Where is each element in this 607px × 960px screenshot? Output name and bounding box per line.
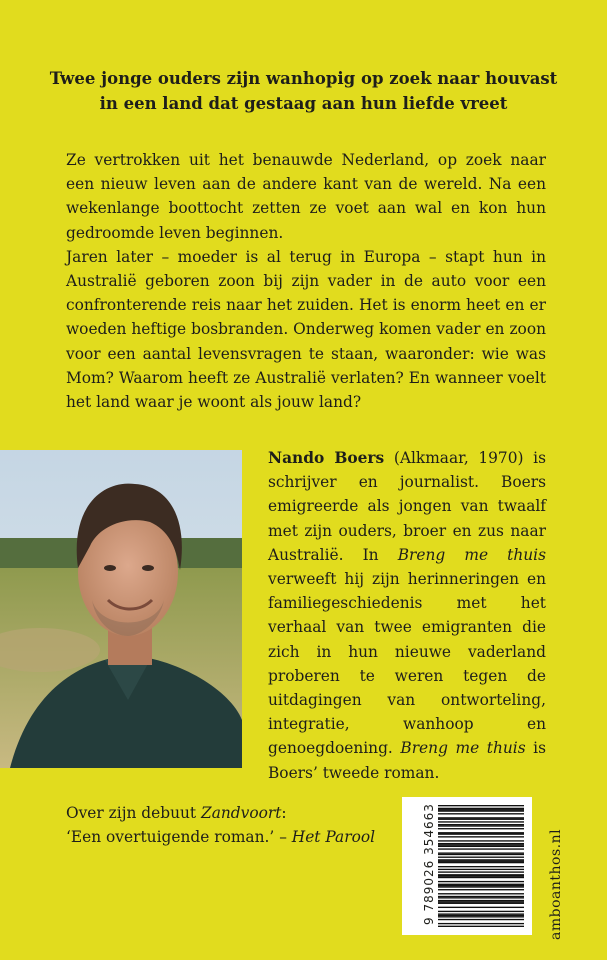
- barcode-bar: [438, 923, 524, 924]
- barcode-bar: [438, 897, 524, 898]
- barcode-bar: [438, 886, 524, 887]
- barcode-bar: [438, 919, 524, 920]
- barcode-bar: [438, 885, 524, 886]
- barcode: [402, 797, 532, 935]
- bio-text-1: (Alkmaar, 1970) is schrijver en journalist. Boers emigreerde als jongen van twaalf met zijn ouders, broer en zus naar Australië. In: [268, 449, 546, 564]
- author-portrait: [0, 450, 242, 768]
- barcode-bar: [438, 884, 524, 885]
- debut-line: [66, 801, 396, 825]
- publisher-url: amboanthos.nl: [548, 828, 564, 940]
- barcode-bar: [438, 810, 524, 811]
- blurb-paragraph-2: Jaren later – moeder is al terug in Europa – stapt hun in Australië geboren zoon bij zijn vader in de auto voor een confronterende reis naar het zuiden. Het is enorm heet en er woeden heftige bosbranden. Onderweg komen vader en zoon voor een aantal levensvragen te staan, waaronder: wie was Mom? Waarom heeft ze Australië verlaten? En wanneer voelt het land waar je woont als jouw land?: [66, 247, 546, 412]
- barcode-bar: [438, 852, 524, 853]
- barcode-bar: [438, 911, 524, 912]
- barcode-bar: [438, 893, 524, 894]
- barcode-bar: [438, 836, 524, 837]
- barcode-bar: [438, 859, 524, 860]
- barcode-bar: [438, 843, 524, 844]
- barcode-bar: [438, 913, 524, 914]
- tagline-line-1: Twee jonge ouders zijn wanhopig op zoek naar houvast: [49, 69, 558, 88]
- barcode-bar: [438, 844, 524, 845]
- debut-suffix: :: [281, 804, 287, 822]
- barcode-bar: [438, 877, 524, 878]
- debut-title: Zandvoort: [201, 804, 282, 822]
- barcode-bar: [438, 821, 524, 822]
- barcode-bar: [438, 916, 524, 917]
- barcode-bar: [438, 896, 524, 897]
- barcode-bar: [438, 861, 524, 862]
- barcode-bar: [438, 900, 524, 901]
- barcode-bar: [438, 875, 524, 876]
- book-title-2: Breng me thuis: [400, 739, 526, 758]
- tagline-line-2: in een land dat gestaag aan hun liefde vreet: [99, 94, 508, 113]
- barcode-bar: [438, 915, 524, 916]
- barcode-bar: [438, 817, 524, 818]
- isbn-number: 9 789026 354663: [422, 803, 436, 925]
- barcode-bar: [438, 862, 524, 863]
- quote-source: Het Parool: [291, 828, 376, 847]
- barcode-bar: [438, 874, 524, 875]
- barcode-bar: [438, 813, 524, 814]
- barcode-bar: [438, 828, 524, 829]
- barcode-bar: [438, 871, 524, 872]
- barcode-bar: [438, 889, 524, 890]
- author-bio: [268, 446, 546, 785]
- barcode-bar: [438, 881, 524, 882]
- barcode-bar: [438, 824, 524, 825]
- book-title-1: Breng me thuis: [397, 545, 546, 564]
- barcode-bar: [438, 832, 524, 833]
- barcode-bar: [438, 825, 524, 826]
- barcode-bar: [438, 808, 524, 809]
- debut-prefix: Over zijn debuut: [66, 804, 201, 822]
- barcode-bar: [438, 833, 524, 834]
- author-name: Nando Boers: [268, 449, 385, 467]
- blurb: [66, 148, 546, 414]
- tagline: [40, 66, 567, 116]
- barcode-bar: [438, 846, 524, 847]
- barcode-bar: [438, 819, 524, 820]
- barcode-bar: [438, 866, 524, 867]
- blurb-paragraph-1: Ze vertrokken uit het benauwde Nederland, op zoek naar een nieuw leven aan de andere kant van de wereld. Na een wekenlange boottocht zetten ze voet aan wal en kon hun gedroomde leven beginnen.: [66, 151, 546, 242]
- author-photo: [0, 450, 242, 768]
- barcode-bar: [438, 907, 524, 908]
- barcode-bar: [438, 848, 524, 849]
- barcode-bar: [438, 854, 524, 855]
- barcode-bar: [438, 857, 524, 858]
- barcode-bar: [438, 869, 524, 870]
- review-quote: [66, 801, 396, 849]
- quote-text: ‘Een overtuigende roman.’ –: [66, 828, 292, 847]
- barcode-bar: [438, 840, 524, 841]
- barcode-bar: [438, 903, 524, 904]
- barcode-bar: [438, 901, 524, 902]
- barcode-bar: [438, 809, 524, 810]
- bio-text-3: is Boers’ tweede roman.: [268, 739, 546, 782]
- barcode-bar: [438, 805, 524, 806]
- bio-text-2: verweeft hij zijn herinneringen en familiegeschiedenis met het verhaal van twee emigranten die zich in hun nieuwe vaderland proberen te weren tegen de uitdagingen van ontworteling, integratie, wanhoop en genoegdoening.: [268, 570, 546, 758]
- barcode-bar: [438, 926, 524, 927]
- quote-line: [66, 825, 396, 849]
